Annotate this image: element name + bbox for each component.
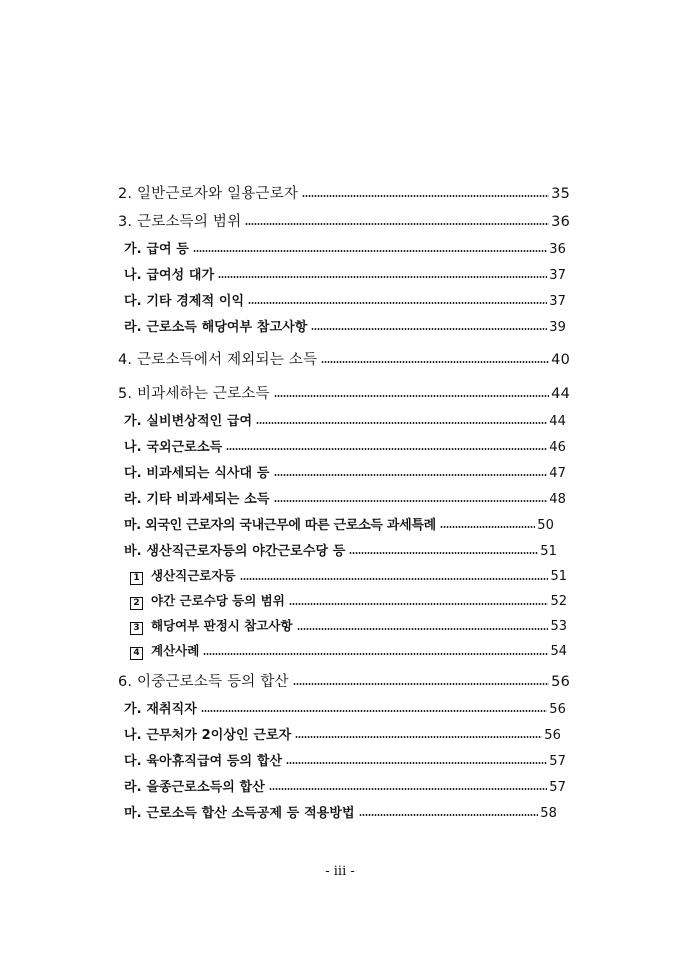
toc-entry-page: 57 (549, 780, 566, 795)
toc-entry[interactable] (124, 410, 566, 429)
toc-entry[interactable] (124, 316, 566, 335)
number-box-icon: 1 (130, 572, 143, 585)
toc-entry-title: 해당여부 판정시 참고사항 (151, 618, 293, 633)
toc-entry-title: 바. 생산직근로자등의 야간근로수당 등 (124, 544, 346, 559)
toc-entry[interactable] (124, 488, 566, 507)
toc-entry-page: 39 (549, 320, 566, 335)
toc-entry-page: 56 (549, 702, 566, 717)
toc-entry[interactable] (130, 591, 567, 610)
dot-leader (321, 361, 549, 363)
dot-leader (248, 302, 547, 304)
toc-entry-page: 36 (551, 214, 570, 230)
toc-entry-title: 야간 근로수당 등의 범위 (151, 593, 285, 608)
toc-entry[interactable] (118, 210, 570, 231)
toc-entry[interactable] (118, 182, 570, 203)
toc-entry-page: 52 (550, 594, 567, 609)
toc-entry-title: 계산사례 (151, 643, 200, 658)
toc-entry-title: 라. 을종근로소득의 합산 (124, 780, 265, 795)
dot-leader (311, 328, 547, 330)
toc-entry-page: 44 (551, 386, 570, 402)
toc-entry[interactable] (130, 616, 567, 635)
dot-leader (218, 276, 547, 278)
dot-leader (293, 683, 549, 685)
toc-entry-title: 다. 육아휴직급여 등의 합산 (124, 754, 283, 769)
toc-entry-page: 37 (549, 294, 566, 309)
toc-entry-page: 51 (550, 569, 567, 584)
toc-entry-title: 가. 급여 등 (124, 242, 189, 257)
toc-entry-title: 2. 일반근로자와 일용근로자 (118, 186, 299, 202)
number-box-icon: 2 (130, 597, 143, 610)
toc-entry-page: 56 (544, 728, 561, 743)
toc-entry[interactable] (124, 436, 566, 455)
dot-leader (274, 395, 549, 397)
toc-entry[interactable] (124, 698, 566, 717)
toc-entry-page: 36 (549, 242, 566, 257)
toc-entry-title: 나. 국외근로소득 (124, 440, 223, 455)
toc-entry[interactable] (124, 290, 566, 309)
toc-entry-title: 가. 재취직자 (124, 702, 197, 717)
dot-leader (256, 422, 547, 424)
toc-entry[interactable] (124, 238, 566, 257)
toc-entry[interactable] (124, 462, 566, 481)
toc-entry[interactable] (118, 382, 570, 403)
dot-leader (359, 814, 539, 816)
number-box-icon: 4 (130, 647, 143, 660)
toc-entry-page: 47 (549, 466, 566, 481)
dot-leader (274, 500, 548, 502)
toc-entry-page: 48 (549, 492, 566, 507)
toc-entry-title: 라. 근로소득 해당여부 참고사항 (124, 320, 308, 335)
toc-entry-title: 라. 기타 비과세되는 소득 (124, 492, 270, 507)
toc-entry-title: 마. 근로소득 합산 소득공제 등 적용방법 (124, 806, 355, 821)
dot-leader (240, 578, 549, 580)
toc-entry-page: 44 (549, 414, 566, 429)
toc-entry-title: 마. 외국인 근로자의 국내근무에 따른 근로소득 과세특례 (124, 518, 436, 533)
dot-leader (349, 552, 538, 554)
toc-entry[interactable] (130, 566, 567, 585)
toc-entry-title: 가. 실비변상적인 급여 (124, 414, 253, 429)
toc-entry-title: 6. 이중근로소득 등의 합산 (118, 674, 289, 690)
toc-entry-title: 나. 근무처가 2이상인 근로자 (124, 728, 292, 743)
dot-leader (302, 195, 549, 197)
toc-entry-title: 다. 기타 경제적 이익 (124, 294, 245, 309)
toc-entry-title: 3. 근로소득의 범위 (118, 214, 242, 230)
toc-entry[interactable] (124, 264, 566, 283)
toc-entry[interactable] (118, 670, 570, 691)
page-number-footer: - iii - (325, 864, 355, 879)
toc-entry[interactable] (118, 348, 570, 369)
toc-entry-page: 51 (540, 544, 557, 559)
toc-entry-page: 58 (540, 806, 557, 821)
toc-entry[interactable] (124, 514, 554, 533)
toc-entry[interactable] (124, 724, 561, 743)
dot-leader (286, 762, 547, 764)
toc-entry-page: 35 (551, 186, 570, 202)
toc-entry-page: 40 (551, 352, 570, 368)
toc-entry-page: 57 (549, 754, 566, 769)
dot-leader (193, 250, 547, 252)
toc-entry-title: 다. 비과세되는 식사대 등 (124, 466, 270, 481)
toc-entry-page: 46 (549, 440, 566, 455)
toc-entry[interactable] (130, 641, 567, 660)
dot-leader (201, 710, 547, 712)
toc-entry-title: 5. 비과세하는 근로소득 (118, 386, 270, 402)
dot-leader (269, 788, 547, 790)
toc-entry-title: 4. 근로소득에서 제외되는 소득 (118, 352, 318, 368)
dot-leader (289, 603, 549, 605)
toc-entry[interactable] (124, 776, 566, 795)
toc-entry-title: 생산직근로자등 (151, 568, 236, 583)
toc-entry[interactable] (124, 802, 557, 821)
toc-entry-page: 37 (549, 268, 566, 283)
number-box-icon: 3 (130, 622, 143, 635)
dot-leader (203, 653, 548, 655)
toc-entry-page: 56 (551, 674, 570, 690)
dot-leader (245, 223, 549, 225)
toc-entry-page: 53 (550, 619, 567, 634)
dot-leader (226, 448, 547, 450)
dot-leader (297, 628, 549, 630)
toc-entry-page: 50 (537, 518, 554, 533)
toc-entry-page: 54 (550, 644, 567, 659)
dot-leader (274, 474, 548, 476)
toc-entry-title: 나. 급여성 대가 (124, 268, 215, 283)
toc-entry[interactable] (124, 540, 557, 559)
dot-leader (440, 526, 535, 528)
dot-leader (295, 736, 542, 738)
toc-entry[interactable] (124, 750, 566, 769)
